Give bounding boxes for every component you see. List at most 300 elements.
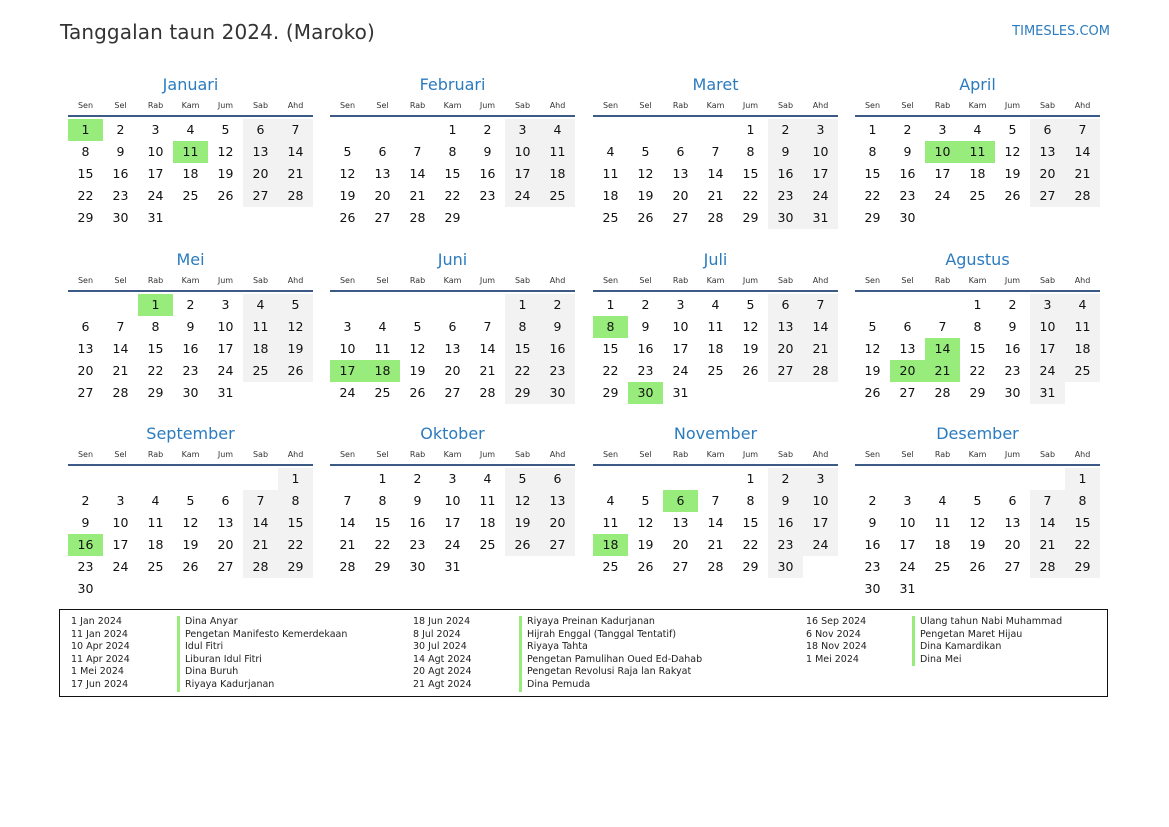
holiday-day: 30: [628, 382, 663, 404]
day-cell: 23: [540, 360, 575, 382]
day-cell: 14: [803, 316, 838, 338]
holiday-date: 21 Agt 2024: [413, 678, 472, 690]
day-cell: 30: [899, 210, 916, 225]
day-cell: 8: [973, 319, 982, 334]
holiday-row: [795, 616, 1062, 629]
holiday-row: [402, 616, 702, 629]
empty-cell: [890, 294, 925, 316]
day-cell: 28: [479, 385, 496, 400]
weekday-label: Kam: [181, 101, 200, 110]
empty-cell: [855, 294, 890, 316]
day-cell: 18: [479, 515, 496, 530]
weekday-label: Sel: [901, 450, 914, 459]
day-cell: 16: [768, 512, 803, 534]
holiday-day: 17: [330, 360, 365, 382]
day-cell: 14: [479, 341, 496, 356]
day-grid: [593, 294, 838, 404]
header-divider: [330, 290, 575, 292]
holiday-row: [795, 654, 1062, 667]
weekday-label: Sel: [376, 450, 389, 459]
day-cell: 18: [243, 338, 278, 360]
weekday-label: Sen: [602, 101, 619, 110]
weekday-label: Ahd: [549, 276, 566, 285]
day-cell: 27: [540, 534, 575, 556]
day-cell: 24: [672, 363, 689, 378]
day-cell: 9: [868, 515, 877, 530]
month-title: Oktober: [420, 424, 485, 443]
day-cell: 2: [116, 122, 125, 137]
weekday-label: Sab: [1039, 450, 1056, 459]
day-cell: 4: [243, 294, 278, 316]
weekday-label: Ahd: [1074, 101, 1091, 110]
day-cell: 25: [602, 559, 619, 574]
day-grid: [330, 468, 575, 578]
day-cell: 18: [540, 163, 575, 185]
day-cell: 12: [278, 316, 313, 338]
day-cell: 14: [243, 512, 278, 534]
empty-cell: [400, 294, 435, 316]
day-cell: 29: [1065, 556, 1100, 578]
day-cell: 22: [742, 188, 759, 203]
day-cell: 7: [483, 319, 492, 334]
day-cell: 22: [278, 534, 313, 556]
day-cell: 28: [707, 210, 724, 225]
day-grid: [593, 468, 838, 578]
day-cell: 14: [707, 166, 724, 181]
holiday-list: [59, 609, 1108, 697]
day-cell: 7: [711, 493, 720, 508]
day-cell: 11: [479, 493, 496, 508]
weekday-label: Sel: [114, 101, 127, 110]
weekday-label: Sab: [252, 101, 269, 110]
day-cell: 18: [934, 537, 951, 552]
header-divider: [855, 464, 1100, 466]
day-cell: 26: [278, 360, 313, 382]
weekday-label: Jum: [479, 450, 496, 459]
month-juli: [593, 250, 838, 404]
day-cell: 22: [147, 363, 164, 378]
weekday-label: Rab: [409, 450, 426, 459]
day-cell: 12: [864, 341, 881, 356]
day-cell: 26: [864, 385, 881, 400]
day-cell: 26: [409, 385, 426, 400]
weekday-label: Sen: [339, 450, 356, 459]
day-cell: 14: [707, 515, 724, 530]
day-cell: 30: [1004, 385, 1021, 400]
holiday-row: [402, 654, 702, 667]
day-cell: 1: [606, 297, 615, 312]
weekday-header: [68, 448, 313, 462]
weekday-label: Sab: [252, 450, 269, 459]
day-cell: 16: [479, 166, 496, 181]
holiday-day: 11: [960, 141, 995, 163]
day-cell: 6: [676, 144, 685, 159]
day-cell: 25: [540, 185, 575, 207]
month-title: Agustus: [945, 250, 1010, 269]
holiday-name: Dina Anyar: [177, 616, 238, 629]
day-grid: [855, 119, 1100, 229]
day-cell: 9: [116, 144, 125, 159]
holiday-row: [402, 629, 702, 642]
day-cell: 20: [1004, 537, 1021, 552]
holiday-name: Pengetan Manifesto Kemerdekaan: [177, 629, 347, 642]
day-cell: 20: [540, 512, 575, 534]
day-cell: 30: [77, 581, 94, 596]
month-title: April: [959, 75, 996, 94]
holiday-name: Liburan Idul Fitri: [177, 654, 262, 667]
holiday-date: 18 Nov 2024: [806, 641, 867, 653]
month-juni: [330, 250, 575, 404]
empty-cell: [698, 468, 733, 490]
empty-cell: [1030, 468, 1065, 490]
weekday-label: Ahd: [812, 276, 829, 285]
weekday-label: Sel: [376, 276, 389, 285]
holiday-name: Dina Buruh: [177, 666, 238, 679]
day-cell: 20: [374, 188, 391, 203]
day-cell: 24: [1030, 360, 1065, 382]
day-cell: 13: [540, 490, 575, 512]
day-cell: 19: [182, 537, 199, 552]
day-cell: 13: [374, 166, 391, 181]
weekday-label: Sen: [339, 101, 356, 110]
day-cell: 1: [746, 122, 755, 137]
day-cell: 17: [112, 537, 129, 552]
day-cell: 12: [637, 166, 654, 181]
empty-cell: [628, 468, 663, 490]
empty-cell: [435, 294, 470, 316]
day-cell: 22: [444, 188, 461, 203]
weekday-label: Sen: [77, 276, 94, 285]
day-cell: 28: [339, 559, 356, 574]
day-cell: 23: [182, 363, 199, 378]
day-cell: 22: [77, 188, 94, 203]
weekday-label: Jum: [1004, 450, 1021, 459]
day-cell: 30: [864, 581, 881, 596]
day-cell: 17: [803, 512, 838, 534]
holiday-day: 18: [365, 360, 400, 382]
day-cell: 3: [448, 471, 457, 486]
month-title: Juli: [703, 250, 728, 269]
day-cell: 13: [217, 515, 234, 530]
holiday-date: 20 Agt 2024: [413, 666, 472, 678]
day-cell: 20: [768, 338, 803, 360]
day-cell: 22: [1065, 534, 1100, 556]
empty-cell: [330, 119, 365, 141]
day-cell: 18: [707, 341, 724, 356]
month-maret: [593, 75, 838, 229]
day-cell: 25: [934, 559, 951, 574]
day-cell: 19: [217, 166, 234, 181]
day-cell: 5: [641, 144, 650, 159]
day-cell: 15: [864, 166, 881, 181]
day-cell: 15: [969, 341, 986, 356]
day-cell: 26: [217, 188, 234, 203]
day-cell: 30: [409, 559, 426, 574]
weekday-label: Sel: [639, 450, 652, 459]
day-cell: 30: [540, 382, 575, 404]
day-grid: [68, 294, 313, 404]
day-cell: 1: [378, 471, 387, 486]
holiday-day: 18: [593, 534, 628, 556]
day-cell: 17: [444, 515, 461, 530]
day-cell: 23: [864, 559, 881, 574]
day-cell: 29: [602, 385, 619, 400]
weekday-label: Kam: [443, 450, 462, 459]
day-cell: 6: [1008, 493, 1017, 508]
day-cell: 17: [899, 537, 916, 552]
day-cell: 20: [217, 537, 234, 552]
day-cell: 3: [343, 319, 352, 334]
weekday-label: Kam: [443, 276, 462, 285]
day-cell: 17: [1030, 338, 1065, 360]
day-cell: 26: [742, 363, 759, 378]
header-divider: [593, 464, 838, 466]
holiday-day: 1: [68, 119, 103, 141]
holiday-day: 16: [68, 534, 103, 556]
day-grid: [68, 119, 313, 229]
empty-cell: [68, 468, 103, 490]
day-cell: 17: [803, 163, 838, 185]
weekday-header: [855, 274, 1100, 288]
day-cell: 13: [243, 141, 278, 163]
day-cell: 16: [864, 537, 881, 552]
day-cell: 20: [77, 363, 94, 378]
day-cell: 27: [672, 559, 689, 574]
day-cell: 10: [112, 515, 129, 530]
day-cell: 16: [112, 166, 129, 181]
day-cell: 26: [637, 559, 654, 574]
day-cell: 11: [147, 515, 164, 530]
day-cell: 24: [934, 188, 951, 203]
day-cell: 5: [868, 319, 877, 334]
day-cell: 14: [409, 166, 426, 181]
header-divider: [330, 115, 575, 117]
day-cell: 2: [768, 468, 803, 490]
day-cell: 14: [278, 141, 313, 163]
holiday-name: Pengetan Revolusi Raja lan Rakyat: [519, 666, 691, 679]
day-cell: 20: [672, 188, 689, 203]
day-cell: 5: [641, 493, 650, 508]
holiday-name: Idul Fitri: [177, 641, 223, 654]
holiday-row: [795, 641, 1062, 654]
weekday-label: Kam: [181, 450, 200, 459]
holiday-row: [60, 641, 347, 654]
day-cell: 1: [448, 122, 457, 137]
day-cell: 19: [969, 537, 986, 552]
day-cell: 18: [969, 166, 986, 181]
day-cell: 7: [343, 493, 352, 508]
day-cell: 24: [339, 385, 356, 400]
weekday-label: Jum: [217, 276, 234, 285]
empty-cell: [365, 119, 400, 141]
day-cell: 2: [868, 493, 877, 508]
holiday-row: [60, 654, 347, 667]
weekday-label: Ahd: [812, 450, 829, 459]
weekday-label: Sen: [864, 450, 881, 459]
day-cell: 12: [182, 515, 199, 530]
day-cell: 24: [505, 185, 540, 207]
day-cell: 5: [505, 468, 540, 490]
day-cell: 16: [409, 515, 426, 530]
day-cell: 21: [1065, 163, 1100, 185]
day-cell: 13: [1030, 141, 1065, 163]
holiday-name: Pengetan Maret Hijau: [912, 629, 1022, 642]
day-cell: 10: [217, 319, 234, 334]
weekday-label: Rab: [409, 276, 426, 285]
weekday-label: Jum: [742, 276, 759, 285]
month-title: Maret: [692, 75, 739, 94]
day-cell: 27: [899, 385, 916, 400]
day-cell: 23: [768, 534, 803, 556]
day-cell: 16: [768, 163, 803, 185]
weekday-label: Jum: [479, 276, 496, 285]
day-cell: 30: [112, 210, 129, 225]
empty-cell: [698, 119, 733, 141]
empty-cell: [663, 119, 698, 141]
empty-cell: [400, 119, 435, 141]
day-cell: 9: [768, 141, 803, 163]
weekday-label: Rab: [672, 276, 689, 285]
day-cell: 6: [540, 468, 575, 490]
day-cell: 2: [413, 471, 422, 486]
day-cell: 5: [221, 122, 230, 137]
day-cell: 1: [868, 122, 877, 137]
day-cell: 15: [602, 341, 619, 356]
day-cell: 3: [1030, 294, 1065, 316]
weekday-label: Sen: [864, 276, 881, 285]
month-oktober: [330, 424, 575, 578]
weekday-header: [855, 448, 1100, 462]
month-title: November: [673, 424, 758, 443]
day-cell: 16: [182, 341, 199, 356]
day-cell: 31: [899, 581, 916, 596]
day-cell: 17: [934, 166, 951, 181]
day-cell: 26: [1004, 188, 1021, 203]
weekday-label: Sen: [77, 101, 94, 110]
day-cell: 20: [672, 537, 689, 552]
weekday-label: Rab: [934, 101, 951, 110]
day-cell: 4: [151, 493, 160, 508]
empty-cell: [628, 119, 663, 141]
day-grid: [593, 119, 838, 229]
holiday-day: 20: [890, 360, 925, 382]
day-cell: 19: [1004, 166, 1021, 181]
day-cell: 14: [1065, 141, 1100, 163]
site-link[interactable]: TIMESLES.COM: [1012, 24, 1110, 39]
empty-cell: [663, 468, 698, 490]
weekday-label: Jum: [1004, 101, 1021, 110]
day-cell: 29: [969, 385, 986, 400]
holiday-day: 21: [925, 360, 960, 382]
day-cell: 17: [217, 341, 234, 356]
weekday-label: Sab: [514, 276, 531, 285]
weekday-label: Jum: [217, 101, 234, 110]
day-cell: 11: [934, 515, 951, 530]
day-cell: 25: [1065, 360, 1100, 382]
weekday-label: Ahd: [549, 450, 566, 459]
holiday-date: 17 Jun 2024: [71, 678, 129, 690]
weekday-label: Rab: [672, 101, 689, 110]
day-cell: 22: [969, 363, 986, 378]
day-cell: 12: [637, 515, 654, 530]
holiday-name: Riyaya Preinan Kadurjanan: [519, 616, 655, 629]
day-cell: 16: [637, 341, 654, 356]
day-cell: 2: [186, 297, 195, 312]
day-cell: 3: [803, 119, 838, 141]
empty-cell: [925, 468, 960, 490]
day-cell: 9: [186, 319, 195, 334]
day-cell: 11: [243, 316, 278, 338]
day-cell: 5: [186, 493, 195, 508]
day-cell: 21: [479, 363, 496, 378]
day-cell: 8: [448, 144, 457, 159]
weekday-label: Jum: [742, 450, 759, 459]
weekday-label: Sel: [639, 276, 652, 285]
day-cell: 9: [768, 490, 803, 512]
day-cell: 3: [903, 493, 912, 508]
weekday-label: Sab: [777, 101, 794, 110]
holiday-name: Riyaya Tahta: [519, 641, 588, 654]
day-cell: 19: [742, 341, 759, 356]
day-cell: 14: [1030, 512, 1065, 534]
day-cell: 23: [77, 559, 94, 574]
holiday-row: [402, 679, 702, 692]
day-cell: 7: [1030, 490, 1065, 512]
day-cell: 24: [147, 188, 164, 203]
holiday-date: 1 Mei 2024: [71, 666, 124, 678]
day-cell: 26: [969, 559, 986, 574]
day-cell: 29: [278, 556, 313, 578]
weekday-label: Sel: [901, 101, 914, 110]
empty-cell: [173, 468, 208, 490]
weekday-header: [330, 274, 575, 288]
day-cell: 22: [864, 188, 881, 203]
day-cell: 27: [768, 360, 803, 382]
day-grid: [330, 119, 575, 229]
day-cell: 6: [903, 319, 912, 334]
day-cell: 27: [77, 385, 94, 400]
day-cell: 31: [803, 207, 838, 229]
weekday-header: [855, 99, 1100, 113]
empty-cell: [890, 468, 925, 490]
day-grid: [330, 294, 575, 404]
day-cell: 17: [672, 341, 689, 356]
day-cell: 4: [540, 119, 575, 141]
holiday-name: Dina Mei: [912, 654, 962, 667]
empty-cell: [68, 294, 103, 316]
weekday-label: Kam: [706, 101, 725, 110]
day-cell: 21: [803, 338, 838, 360]
day-cell: 25: [602, 210, 619, 225]
day-cell: 19: [864, 363, 881, 378]
day-cell: 20: [243, 163, 278, 185]
empty-cell: [593, 119, 628, 141]
weekday-label: Jum: [479, 101, 496, 110]
header-divider: [68, 290, 313, 292]
holiday-column: [60, 616, 347, 692]
day-cell: 15: [278, 512, 313, 534]
weekday-label: Ahd: [287, 276, 304, 285]
month-agustus: [855, 250, 1100, 404]
day-cell: 13: [672, 515, 689, 530]
day-cell: 23: [112, 188, 129, 203]
day-cell: 22: [742, 537, 759, 552]
month-title: Februari: [419, 75, 486, 94]
day-cell: 18: [147, 537, 164, 552]
day-cell: 25: [147, 559, 164, 574]
weekday-label: Sab: [514, 450, 531, 459]
month-september: [68, 424, 313, 600]
